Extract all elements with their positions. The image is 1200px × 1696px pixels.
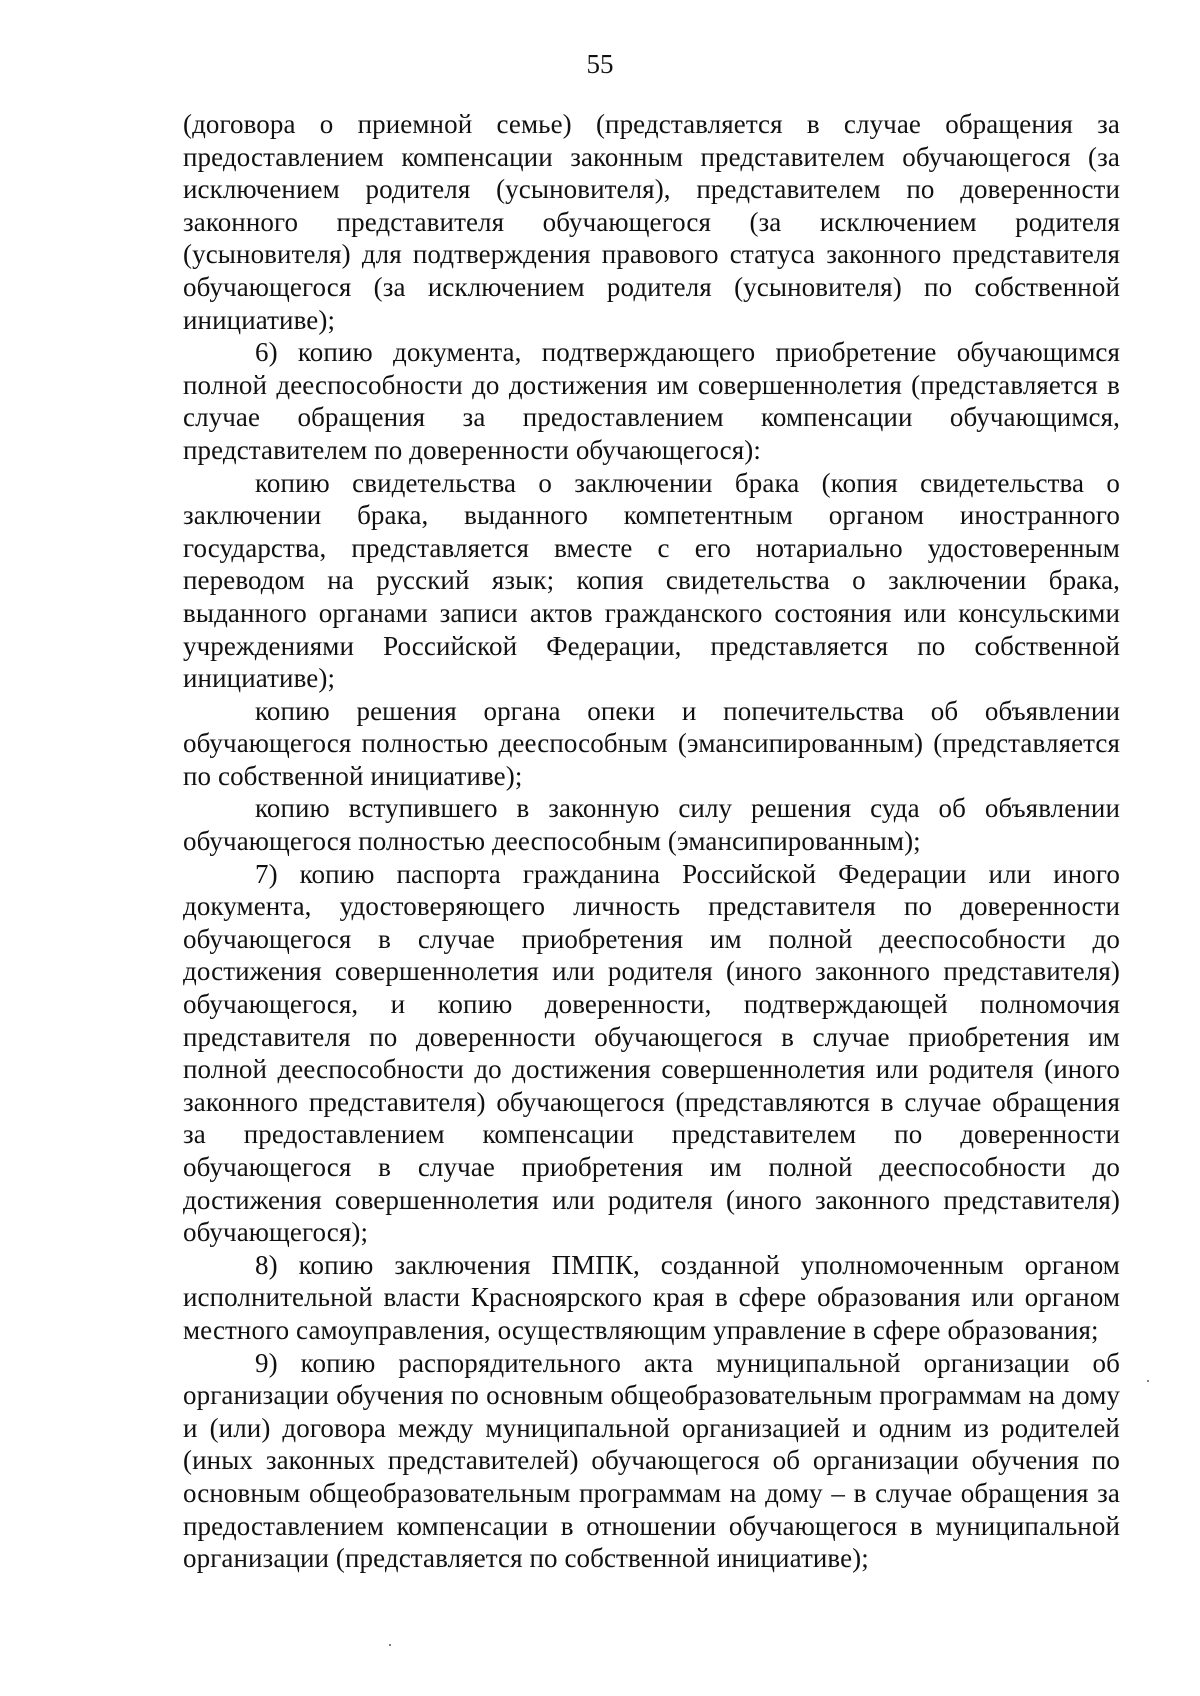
page-number: 55 xyxy=(586,49,614,79)
paragraph-item-9: 9) копию распорядительного акта муниципальной организации об организации обучения по основным общеобразовательным программам на дому и (или) договора между муниципальной организацией и одним из родителей (иных законных представителей) обучающегося об организации обучения по основным общеобразовательным программам на дому – в случае обращения за предоставлением компенсации в отношении обучающегося в муниципальной организации (представляется по собственной инициативе); xyxy=(183,1347,1120,1574)
paragraph-item-7: 7) копию паспорта гражданина Российской Федерации или иного документа, удостоверяющего личность представителя по доверенности обучающегося в случае приобретения им полной дееспособности до достижения совершеннолетия или родителя (иного законного представителя) обучающегося, и копию доверенности, подтверждающей полномочия представителя по доверенности обучающегося в случае приобретения им полной дееспособности до достижения совершеннолетия или родителя (иного законного представителя) обучающегося (представляются в случае обращения за предоставлением компенсации представителем по доверенности обучающегося в случае приобретения им полной дееспособности до достижения совершеннолетия или родителя (иного законного представителя) обучающегося); xyxy=(183,858,1120,1248)
paragraph-court-decision: копию вступившего в законную силу решения суда об объявлении обучающегося полностью дееспособным (эмансипированным); xyxy=(183,793,1120,857)
scan-speck xyxy=(389,1644,391,1646)
paragraph-item-8: 8) копию заключения ПМПК, созданной уполномоченным органом исполнительной власти Красноярского края в сфере образования или органом местного самоуправления, осуществляющим управление в сфере образования; xyxy=(183,1249,1120,1345)
paragraph-continuation: (договора о приемной семье) (представляется в случае обращения за предоставлением компенсации законным представителем обучающегося (за исключением родителя (усыновителя), представителем по доверенности законного представителя обучающегося (за исключением родителя (усыновителя) для подтверждения правового статуса законного представителя обучающегося (за исключением родителя (усыновителя) по собственной инициативе); xyxy=(183,109,1120,335)
paragraph-marriage-certificate: копию свидетельства о заключении брака (копия свидетельства о заключении брака, выданного компетентным органом иностранного государства, представляется вместе с его нотариально удостоверенным переводом на русский язык; копия свидетельства о заключении брака, выданного органами записи актов гражданского состояния или консульскими учреждениями Российской Федерации, представляется по собственной инициативе); xyxy=(183,467,1120,694)
scan-speck xyxy=(1147,1380,1149,1382)
paragraph-item-6: 6) копию документа, подтверждающего приобретение обучающимся полной дееспособности до достижения им совершеннолетия (представляется в случае обращения за предоставлением компенсации обучающимся, представителем по доверенности обучающегося): xyxy=(183,337,1120,465)
paragraph-guardianship-decision: копию решения органа опеки и попечительства об объявлении обучающегося полностью дееспособным (эмансипированным) (представляется по собственной инициативе); xyxy=(183,695,1120,791)
document-body xyxy=(183,108,1120,1575)
